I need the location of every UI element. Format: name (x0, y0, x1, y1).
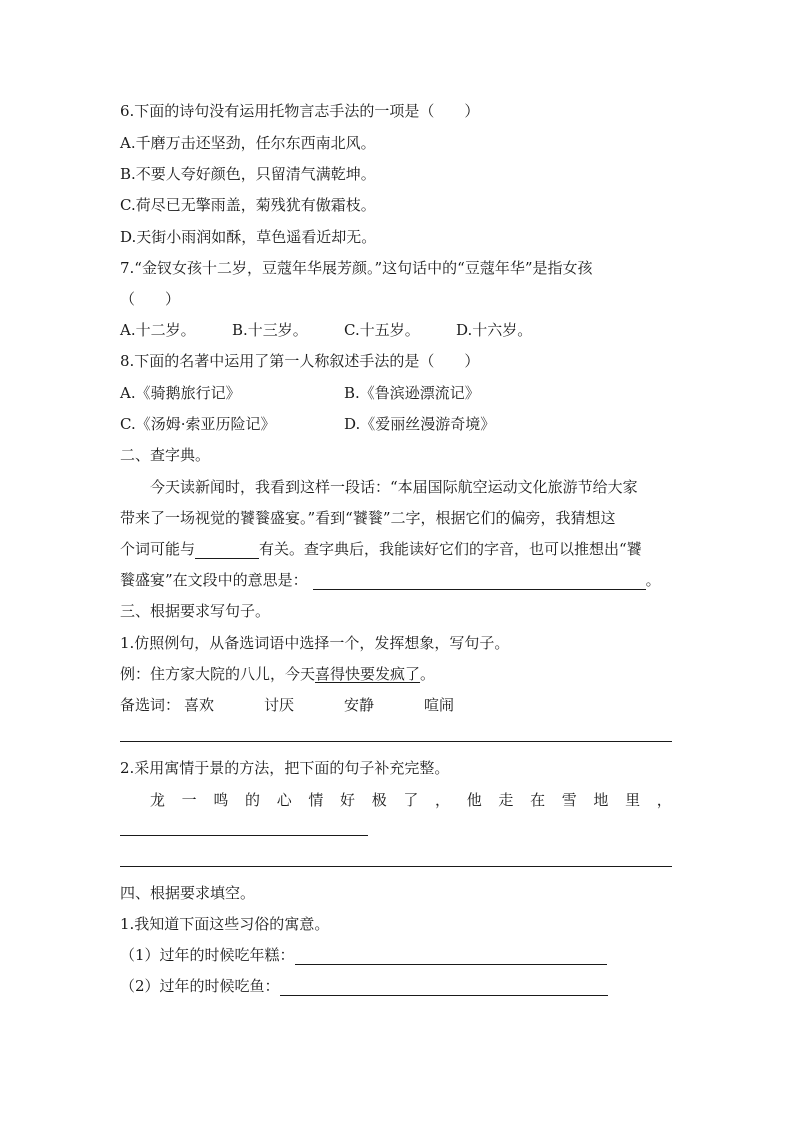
q2-char: 里 (625, 791, 641, 809)
q6-option-a: A.千磨万击还坚劲，任尔东西南北风。 (120, 134, 376, 152)
q2-char: 好 (340, 791, 356, 809)
q2-char: 雪 (561, 791, 577, 809)
section2-line4-prefix: 餮盛宴”在文段中的意思是： (120, 571, 308, 589)
q2-char: 的 (245, 791, 261, 809)
q2-char: 在 (530, 791, 546, 809)
section3-q1: 1.仿照例句，从备选词语中选择一个，发挥想象，写句子。 (120, 634, 510, 652)
meaning-answer-blank[interactable] (313, 573, 646, 590)
q2-char: 走 (498, 791, 514, 809)
word-bank-item: 讨厌 (264, 696, 295, 714)
q2-char: 极 (371, 791, 387, 809)
q2-char: ， (656, 791, 672, 809)
custom-item-2-blank[interactable] (280, 979, 608, 996)
section3-q2: 2.采用寓情于景的方法，把下面的句子补充完整。 (120, 759, 450, 777)
q7-option-d: D.十六岁。 (456, 321, 533, 339)
q6-option-b: B.不要人夸好颜色，只留清气满乾坤。 (120, 165, 376, 183)
q2-char: 了 (403, 791, 419, 809)
q2-char: 鸣 (213, 791, 229, 809)
q2-char: ， (435, 791, 451, 809)
q8-stem: 8.下面的名著中运用了第一人称叙述手法的是（ ） (120, 352, 480, 370)
section2-line4-end: 。 (645, 571, 661, 589)
q2-char: 地 (593, 791, 609, 809)
q2-char: 他 (466, 791, 482, 809)
q2-answer-line-full[interactable] (120, 866, 672, 867)
example-end: 。 (420, 665, 436, 683)
q2-char: 龙 (150, 791, 166, 809)
custom-item-1-label: （1）过年的时候吃年糕： (120, 946, 295, 964)
section2-passage-line3 (120, 539, 642, 559)
q2-char: 情 (308, 791, 324, 809)
section2-line3-suffix: 有关。查字典后，我能读好它们的字音，也可以推想出“饕 (259, 540, 642, 558)
section2-passage-line2: 带来了一场视觉的饕餮盛宴。”看到“饕餮”二字，根据它们的偏旁，我猜想这 (120, 509, 616, 527)
q2-answer-line-short[interactable] (120, 835, 368, 836)
section2-passage-line4 (120, 570, 661, 590)
custom-item-1-blank[interactable] (295, 948, 607, 965)
q8-option-c: C.《汤姆·索亚历险记》 (120, 415, 276, 433)
q6-option-c: C.荷尽已无擎雨盖，菊残犹有傲霜枝。 (120, 196, 376, 214)
custom-item-2 (120, 976, 608, 996)
q8-option-d: D.《爱丽丝漫游奇境》 (344, 415, 496, 433)
q6-stem: 6.下面的诗句没有运用托物言志手法的一项是（ ） (120, 102, 480, 120)
word-bank-item: 安静 (344, 696, 375, 714)
q2-sentence-start (150, 790, 672, 810)
q6-option-d: D.天街小雨润如酥，草色遥看近却无。 (120, 228, 377, 246)
section4-q1: 1.我知道下面这些习俗的寓意。 (120, 915, 330, 933)
q8-option-a: A.《骑鹅旅行记》 (120, 384, 241, 402)
word-bank-item: 喜欢 (184, 696, 215, 714)
section3-title: 三、根据要求写句子。 (120, 602, 271, 620)
section2-line3-prefix: 个词可能与 (120, 540, 196, 558)
q7-option-b: B.十三岁。 (232, 321, 308, 339)
custom-item-1 (120, 945, 607, 965)
q2-char: 一 (181, 791, 197, 809)
custom-item-2-label: （2）过年的时候吃鱼： (120, 977, 280, 995)
q7-answer-paren: （ ） (120, 290, 181, 308)
q7-option-a: A.十二岁。 (120, 321, 196, 339)
q8-option-b: B.《鲁滨逊漂流记》 (344, 384, 480, 402)
sentence-answer-line[interactable] (120, 741, 672, 742)
q7-stem: 7.“金钗女孩十二岁，豆蔻年华展芳颜。”这句话中的“豆蔻年华”是指女孩 (120, 259, 593, 277)
q7-option-c: C.十五岁。 (344, 321, 420, 339)
section4-title: 四、根据要求填空。 (120, 884, 256, 902)
example-prefix: 例：住方家大院的八儿，今天 (120, 665, 316, 683)
radical-guess-blank[interactable] (195, 542, 259, 559)
section3-example (120, 664, 435, 684)
section2-title: 二、查字典。 (120, 446, 211, 464)
example-underlined-phrase: 喜得快要发疯了 (315, 665, 421, 683)
word-bank-label: 备选词： (120, 696, 181, 714)
word-bank-item: 喧闹 (424, 696, 455, 714)
q2-char: 心 (276, 791, 292, 809)
section2-passage-line1: 今天读新闻时，我看到这样一段话：“本届国际航空运动文化旅游节给大家 (150, 478, 638, 496)
